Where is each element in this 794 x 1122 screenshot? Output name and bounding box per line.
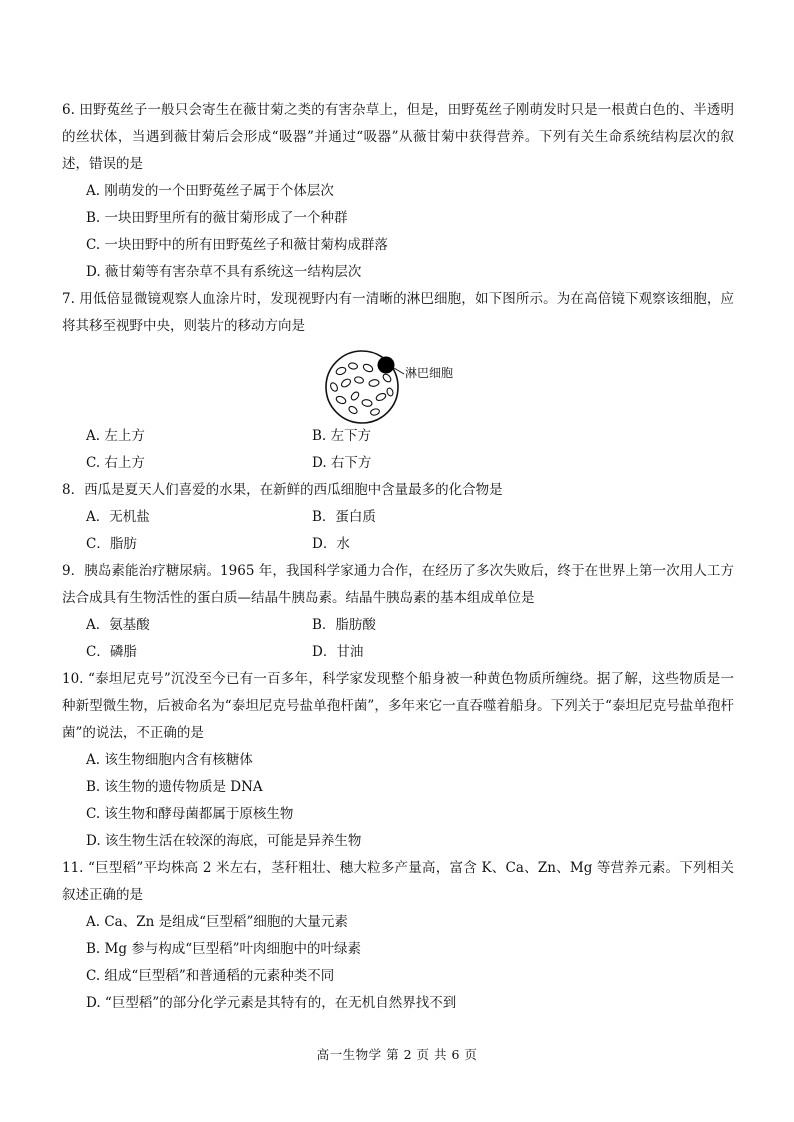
option-b: B. 左下方 [312,428,372,444]
option-a: A．无机盐 [86,509,150,525]
question-stem: 6. 田野菟丝子一般只会寄生在薇甘菊之类的有害杂草上，但是，田野菟丝子刚萌发时只是一根黄白色的、半透明的丝状体，当遇到薇甘菊后会形成“吸器”并通过“吸器”从薇甘菊中获得营养。下列有关生命系统结构层次的叙述，错误的是 [62,102,734,172]
option-row [62,531,734,558]
option-b: B. Mg 参与构成“巨型稻”叶肉细胞中的叶绿素 [86,941,362,957]
microscope-field-figure [320,347,480,427]
option-c: C．磷脂 [86,644,137,660]
question-stem: 8．西瓜是夏天人们喜爱的水果，在新鲜的西瓜细胞中含量最多的化合物是 [62,482,503,498]
question-9 [62,558,734,666]
option-b: B．蛋白质 [312,509,376,525]
question-stem: 7. 用低倍显微镜观察人血涂片时，发现视野内有一清晰的淋巴细胞，如下图所示。为在高倍镜下观察该细胞，应将其移至视野中央，则装片的移动方向是 [62,291,734,334]
option-d: D．水 [312,536,350,552]
option-a: A. 左上方 [86,428,145,444]
question-7-options [62,423,734,477]
question-11 [62,855,734,1017]
option-row [62,450,734,477]
option-c: C. 组成“巨型稻”和普通稻的元素种类不同 [86,968,335,984]
option-row [62,504,734,531]
option-a: A．氨基酸 [86,617,150,633]
page-footer: 高一生物学 第 2 页 共 6 页 [316,1047,478,1062]
option-d: D．甘油 [312,644,364,660]
question-6 [62,97,734,286]
question-stem: 9．胰岛素能治疗糖尿病。1965 年，我国科学家通力合作，在经历了多次失败后，终于在世界上第一次用人工方法合成具有生物活性的蛋白质—结晶牛胰岛素。结晶牛胰岛素的基本组成单位是 [62,563,734,606]
question-stem: 10. “泰坦尼克号”沉没至今已有一百多年，科学家发现整个船身被一种黄色物质所缠绕。据了解，这些物质是一种新型微生物，后被命名为“泰坦尼克号盐单孢杆菌”，多年来它一直吞噬着船身。下列关于“泰坦尼克号盐单孢杆菌”的说法，不正确的是 [62,671,734,741]
option-c: C．脂肪 [86,536,137,552]
question-10 [62,666,734,855]
question-stem: 11. “巨型稻”平均株高 2 米左右，茎秆粗壮、穗大粒多产量高，富含 K、Ca、Zn、Mg 等营养元素。下列相关叙述正确的是 [62,860,734,903]
option-row [62,612,734,639]
option-d: D. “巨型稻”的部分化学元素是其特有的，在无机自然界找不到 [86,995,457,1011]
lymphocyte-cell [378,357,395,374]
option-b: B. 一块田野里所有的薇甘菊形成了一个种群 [86,210,348,226]
question-7 [62,286,734,340]
microscope-field-diagram [320,347,480,427]
option-a: A. 刚萌发的一个田野菟丝子属于个体层次 [86,183,334,199]
option-c: C. 该生物和酵母菌都属于原核生物 [86,806,294,822]
option-d: D. 右下方 [312,455,372,471]
option-c: C. 右上方 [86,455,145,471]
option-b: B．脂肪酸 [312,617,376,633]
option-d: D. 该生物生活在较深的海底，可能是异养生物 [86,833,362,849]
option-a: A. 该生物细胞内含有核糖体 [86,752,253,768]
option-c: C. 一块田野中的所有田野菟丝子和薇甘菊构成群落 [86,237,388,253]
option-a: A. Ca、Zn 是组成“巨型稻”细胞的大量元素 [86,914,348,930]
question-8 [62,477,734,558]
option-row [62,423,734,450]
option-b: B. 该生物的遗传物质是 DNA [86,779,263,795]
option-d: D. 薇甘菊等有害杂草不具有系统这一结构层次 [86,264,362,280]
lymphocyte-label: 淋巴细胞 [405,366,454,380]
option-row [62,639,734,666]
